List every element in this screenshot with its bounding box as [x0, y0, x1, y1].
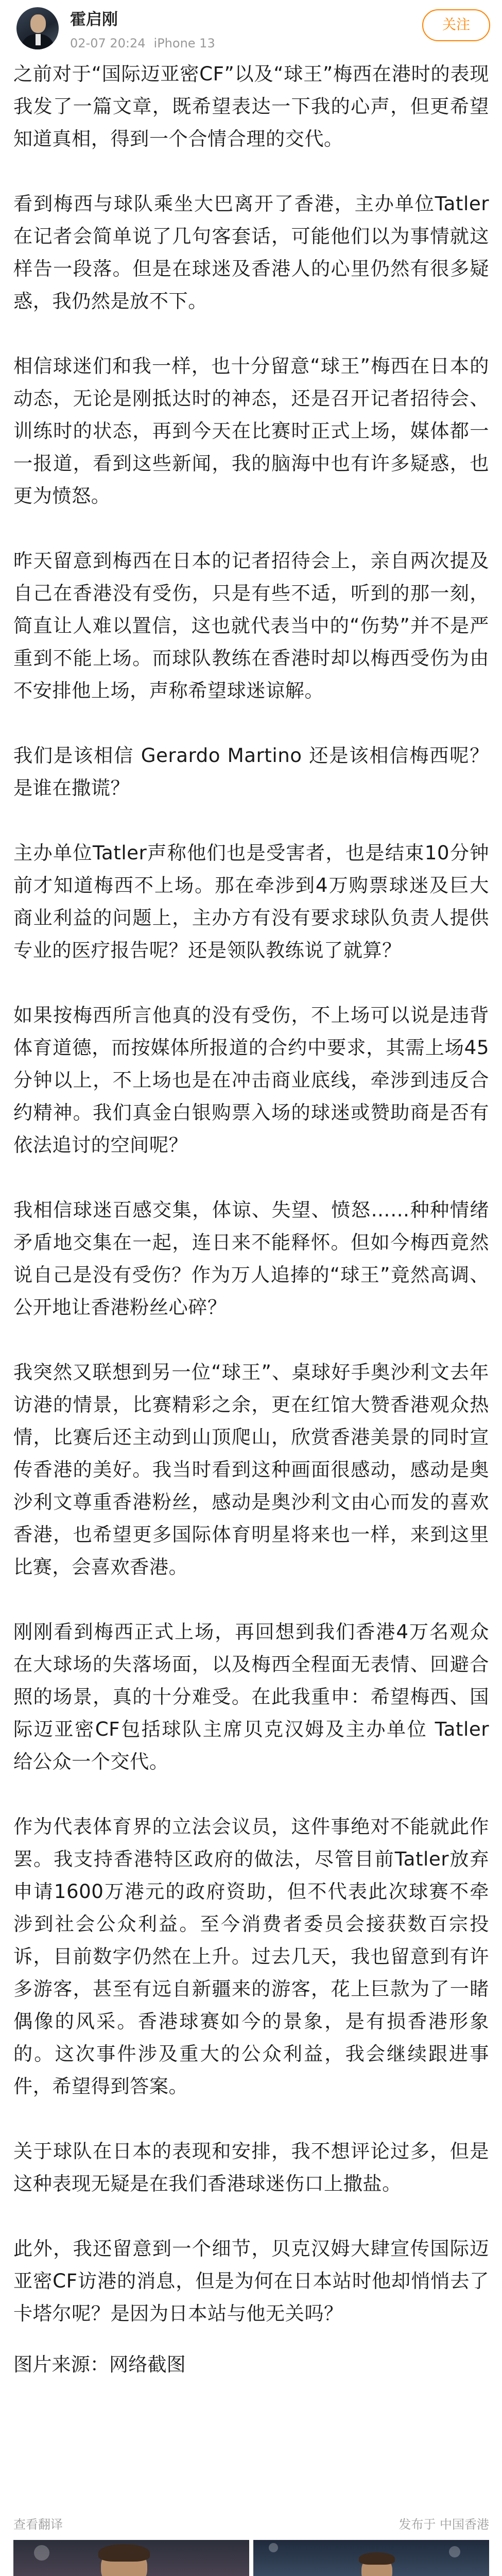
messi-photo-stadium[interactable] — [253, 2540, 489, 2576]
messi-photo-closeup[interactable] — [13, 2540, 249, 2576]
image-source-note: 图片来源：网络截图 — [13, 2353, 186, 2376]
post-paragraph: 关于球队在日本的表现和安排，我不想评论过多，但是这种表现无疑是在我们香港球迷伤口上撒盐。 — [13, 2140, 489, 2195]
stadium-light — [449, 2546, 460, 2557]
author-name[interactable]: 霍启刚 — [70, 10, 118, 29]
player-hair — [98, 2544, 150, 2562]
post-meta — [70, 36, 215, 50]
post-paragraph: 刚刚看到梅西正式上场，再回想到我们香港4万名观众在大球场的失落场面，以及梅西全程面无表情、回避合照的场景，真的十分难受。在此我重申：希望梅西、国际迈亚密CF包括球队主席贝克汉姆及主办单位 Tatler 给公众一个交代。 — [13, 1620, 489, 1773]
post-paragraph: 相信球迷们和我一样，也十分留意“球王”梅西在日本的动态，无论是刚抵达时的神态，还是召开记者招待会、训练时的状态，再到今天在比赛时正式上场，媒体都一一报道，看到这些新闻，我的脑海中也有许多疑惑，也更为愤怒。 — [13, 354, 489, 507]
post-header — [0, 0, 502, 62]
post-paragraph: 此外，我还留意到一个细节，贝克汉姆大肆宣传国际迈亚密CF访港的消息，但是为何在日本站时他却悄悄去了卡塔尔呢？是因为日本站与他无关吗？ — [13, 2237, 489, 2325]
avatar-shirt — [36, 34, 41, 45]
post-paragraph: 我们是该相信 Gerardo Martino 还是该相信梅西呢？是谁在撒谎？ — [13, 744, 489, 799]
follow-button[interactable]: 关注 — [422, 9, 490, 41]
published-location: 发布于 中国香港 — [399, 2517, 489, 2532]
post-paragraph: 看到梅西与球队乘坐大巴离开了香港，主办单位Tatler在记者会简单说了几句客套话，可能他们以为事情就这样告一段落。但是在球迷及香港人的心里仍然有很多疑惑，我仍然是放不下。 — [13, 192, 489, 312]
post-paragraph: 我相信球迷百感交集，体谅、失望、愤怒……种种情绪矛盾地交集在一起，连日来不能释怀。但如今梅西竟然说自己是没有受伤？作为万人追捧的“球王”竟然高调、公开地让香港粉丝心碎？ — [13, 1198, 489, 1318]
post-footer — [13, 2514, 489, 2535]
post-paragraph: 昨天留意到梅西在日本的记者招待会上，亲自两次提及自己在香港没有受伤，只是有些不适，听到的那一刻，简直让人难以置信，这也就代表当中的“伤势”并不是严重到不能上场。而球队教练在香港时却以梅西受伤为由不安排他上场，声称希望球迷谅解。 — [13, 549, 489, 702]
post-paragraph: 之前对于“国际迈亚密CF”以及“球王”梅西在港时的表现我发了一篇文章，既希望表达一下我的心声，但更希望知道真相，得到一个合情合理的交代。 — [13, 62, 489, 150]
post-photos — [13, 2540, 489, 2576]
author-avatar[interactable] — [16, 7, 59, 49]
post-paragraph: 我突然又联想到另一位“球王”、桌球好手奥沙利文去年访港的情景，比赛精彩之余，更在红馆大赞香港观众热情，比赛后还主动到山顶爬山，欣赏香港美景的同时宣传香港的美好。我当时看到这种画面很感动，感动是奥沙利文尊重香港粉丝，感动是奥沙利文由心而发的喜欢香港，也希望更多国际体育明星将来也一样，来到这里比赛，会喜欢香港。 — [13, 1361, 489, 1578]
player-hair — [359, 2552, 395, 2565]
post-date: 02-07 20:24 — [70, 36, 146, 50]
avatar-face — [30, 14, 46, 33]
post-paragraph: 作为代表体育界的立法会议员，这件事绝对不能就此作罢。我支持香港特区政府的做法，尽管目前Tatler放弃申请1600万港元的政府资助，但不代表此次球赛不牵涉到社会公众利益。至今消费者委员会接获数百宗投诉，目前数字仍然在上升。过去几天，我也留意到有许多游客，甚至有远自新疆来的游客，花上巨款为了一睹偶像的风采。香港球赛如今的景象，是有损香港形象的。这次事件涉及重大的公众利益，我会继续跟进事件，希望得到答案。 — [13, 1815, 489, 2097]
post-paragraph: 如果按梅西所言他真的没有受伤，不上场可以说是违背体育道德，而按媒体所报道的合约中要求，其需上场45分钟以上，不上场也是在冲击商业底线，牵涉到违反合约精神。我们真金白银购票入场的球迷或赞助商是否有依法追讨的空间呢？ — [13, 1004, 489, 1156]
stadium-light — [269, 2543, 278, 2552]
translate-link[interactable]: 查看翻译 — [13, 2517, 63, 2532]
post-body — [13, 58, 489, 2381]
post-paragraph: 主办单位Tatler声称他们也是受害者，也是结束10分钟前才知道梅西不上场。那在牵涉到4万购票球迷及巨大商业利益的问题上，主办方有没有要求球队负责人提供专业的医疗报告呢？还是领队教练说了就算？ — [13, 841, 489, 961]
post-device: iPhone 13 — [153, 36, 215, 50]
stadium-light — [34, 2545, 49, 2561]
